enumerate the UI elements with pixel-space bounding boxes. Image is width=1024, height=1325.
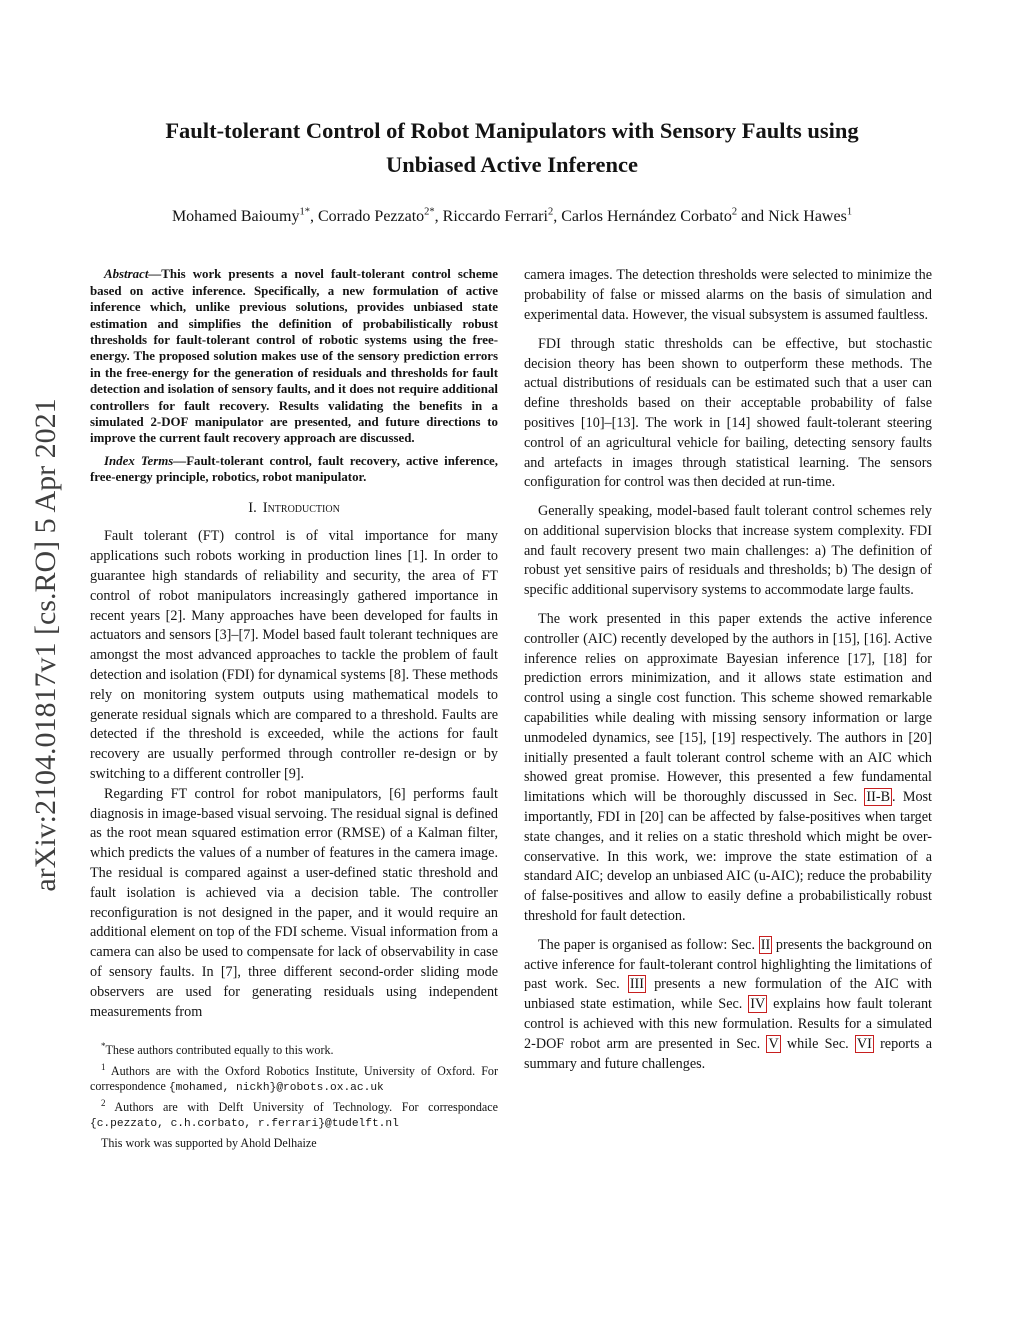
- footnote-equal-contribution: *These authors contributed equally to this work.: [101, 1041, 334, 1058]
- text-segment: The work presented in this paper extends the active inference controller (AIC) recently developed by the authors in [15], [16]. Active inference relies on approximate Bayesian inference [17], [18] for prediction errors minimization, and it allows state estimation and control using a single cost function. This scheme showed remarkable capabilities while dealing with missing sensory information or large unmodeled dynamics, see [15], [19] respectively. The authors in [20] initially presented a fault tolerant control scheme with an AIC which showed great promise. However, this presented a few fundamental limitations which will be thoroughly discussed in Sec.: [524, 611, 932, 806]
- author-name: Mohamed Baioumy$^{1*}$: [171, 207, 310, 226]
- right-paragraph-1: [524, 266, 932, 325]
- right-paragraph-3: [524, 502, 932, 601]
- paper-title: [0, 114, 1024, 182]
- footnote-marker: 1: [101, 1062, 106, 1073]
- text-segment: The paper is organised as follow: Sec.: [538, 936, 759, 953]
- text-segment: FDI through static thresholds can be effective, but stochastic decision theory has been shown to outperform these methods. The actual distributions of residuals can be estimated such that a user can define thresholds based on their acceptable probability of false positives [10]–[13]. The work in [14] showed fault-tolerant steering control of an agricultural vehicle for bailing, detecting sensory faults and artefacts in images through statistical learning. The sensors configuration for control was then decided at run-time.: [524, 335, 932, 491]
- abstract-text: This work presents a novel fault-tolerant control scheme based on active inference. Specifically, a new formulation of active inference which, unlike previous solutions, provides unbiased state estimation and simplifies the definition of probabilistically robust thresholds for fault-tolerant control of robotic systems using the free-energy. The proposed solution makes use of the sensory prediction errors in the free-energy for the generation of residuals and thresholds for fault detection and isolation of sensory faults, and it does not require additional controllers for fault recovery. Results validating the benefits in a simulated 2-DOF manipulator are presented, and future directions to improve the current fault recovery approach are discussed.: [90, 267, 498, 446]
- author-affiliation-mark: 1*: [299, 207, 310, 218]
- footnote-affiliation-delft: $^2$ Authors are with Delft University of Technology. For correspondace {c.pezzato, c.h.corbato, r.ferrari}@tudelft.nl: [90, 1098, 498, 1131]
- author-name: , Riccardo Ferrari$^2$: [434, 207, 554, 226]
- author-name: , Corrado Pezzato$^{2*}$: [309, 207, 435, 226]
- intro-paragraph-1: Fault tolerant (FT) control is of vital importance for many applications such robots working in production lines [1]. In order to guarantee high standards of reliability and security, the area of FT control of robot manipulators increasingly gathered importance in recent years [2]. Many approaches have been developed for faults in actuators and sensors [3]–[7]. Model based fault tolerant techniques are amongst the most advanced approaches to tackle the problem of fault detection and isolation (FDI) for dynamical systems [8]. These methods rely on monitoring system outputs using mathematical models to generate residual signals which are compared to a threshold. Faults are detected if the threshold is exceeded, while the actions for fault recovery are usually performed through controller re-design or by switching to a different controller [9].: [90, 528, 498, 782]
- text-segment: while Sec.: [780, 1035, 855, 1052]
- footnote-marker: *: [101, 1041, 106, 1052]
- email-address: {mohamed, nickh}@robots.ox.ac.uk: [168, 1082, 384, 1095]
- two-column-body: [90, 266, 932, 1153]
- index-terms-lead: Index Terms—: [104, 453, 187, 468]
- text-segment: Generally speaking, model-based fault tolerant control schemes rely on additional supervision blocks that increase system complexity. FDI and fault recovery present two main challenges: a) The definition of robust yet sensitive pairs of residuals and thresholds; b) The design of specific additional supervisory systems to accommodate large faults.: [524, 503, 932, 599]
- right-paragraph-4: [524, 610, 932, 927]
- author-name: and Nick Hawes$^1$: [737, 207, 853, 226]
- footnote-affiliation-oxford: $^1$ Authors are with the Oxford Robotics Institute, University of Oxford. For correspondence {mohamed, nickh}@robots.ox.ac.uk: [90, 1062, 498, 1095]
- section-number: I.: [248, 499, 257, 516]
- paper-header: [0, 0, 1024, 226]
- title-line-1: Fault-tolerant Control of Robot Manipulators with Sensory Faults using: [165, 118, 859, 143]
- ref-link-sec-II[interactable]: II: [760, 936, 771, 953]
- section-heading-introduction: [90, 499, 498, 519]
- left-column: [90, 266, 498, 1153]
- author-affiliation-mark: 1: [846, 207, 853, 218]
- text-segment: camera images. The detection thresholds were selected to minimize the probability of false or missed alarms on the basis of simulation and experimental data. However, the visual subsystem is assumed faultless.: [524, 267, 932, 323]
- footnote-funding: This work was supported by Ahold Delhaize: [101, 1135, 317, 1150]
- text-segment: presents the background on active inference for fault-tolerant control highlighting the limitations of past work. Sec.: [524, 936, 932, 993]
- abstract: [90, 266, 498, 446]
- ref-link-sec-IV[interactable]: IV: [750, 996, 766, 1013]
- ref-link-sec-V[interactable]: V: [768, 1035, 779, 1052]
- ref-link-sec-III[interactable]: III: [629, 976, 644, 993]
- text-segment: reports a summary and future challenges.: [524, 1035, 932, 1072]
- abstract-lead: Abstract—: [104, 267, 162, 282]
- index-terms: [90, 453, 498, 486]
- author-affiliation-mark: 2: [731, 207, 738, 218]
- arxiv-stamp: arXiv:2104.01817v1 [cs.RO] 5 Apr 2021: [29, 398, 62, 892]
- author-affiliation-mark: 2: [547, 207, 554, 218]
- email-address: {c.pezzato, c.h.corbato, r.ferrari}@tudelft.nl: [90, 1118, 399, 1131]
- ref-link-sec-VI[interactable]: VI: [856, 1035, 872, 1052]
- title-line-2: Unbiased Active Inference: [385, 152, 639, 177]
- index-terms-text: Fault-tolerant control, fault recovery, active inference, free-energy principle, robotics, robot manipulator.: [90, 453, 498, 485]
- right-column: [524, 266, 932, 1074]
- authors-line: [0, 207, 1024, 226]
- author-name: , Carlos Hernández Corbato$^2$: [553, 207, 738, 226]
- text-segment: presents a new formulation of the AIC with unbiased state estimation, while Sec.: [524, 976, 932, 1013]
- intro-paragraph-2: Regarding FT control for robot manipulators, [6] performs fault diagnosis in image-based visual servoing. The residual signal is defined as the root mean squared estimation error (RMSE) of a Kalman filter, which predicts the values of a number of features in the camera image. The residual is compared against a user-defined static threshold and fault isolation is achieved via a decision table. The controller reconfiguration is not designed in the paper, and it would require an additional element on top of the FDI scheme. Visual information from a camera can also be used to compensate for lack of observability in case of sensory faults. In [7], three different second-order sliding mode observers are used for generating residuals using independent measurements from: [90, 785, 498, 1020]
- right-paragraph-2: [524, 335, 932, 493]
- text-segment: explains how fault tolerant control is achieved with this new formulation. Results for a simulated 2-DOF robot arm are presented in Sec.: [524, 996, 932, 1052]
- ref-link-sec-II-B[interactable]: II-B: [866, 789, 891, 806]
- right-paragraph-5: [524, 936, 932, 1075]
- footnote-marker: 2: [101, 1098, 106, 1109]
- section-title: Introduction: [262, 499, 340, 516]
- text-segment: . Most importantly, FDI in [20] can be affected by false-positives when target state changes, and it relies on a static threshold which might be over-conservative. In this work, we: improve the state estimation of a standard AIC; develop an unbiased AIC (u-AIC); reduce the probability of false-positives and allow to easily define a probabilistically robust threshold for fault detection.: [524, 789, 932, 925]
- author-affiliation-mark: 2*: [424, 207, 435, 218]
- footnotes-block: [90, 1039, 498, 1153]
